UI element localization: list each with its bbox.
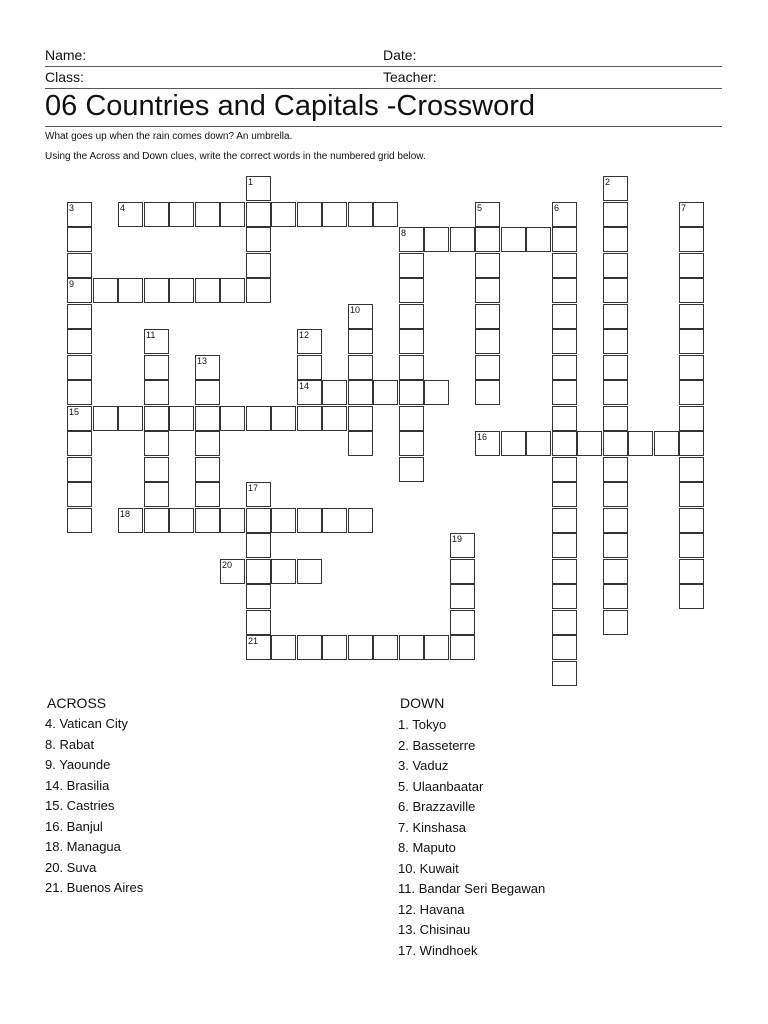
clue-number: 12 xyxy=(299,330,310,340)
grid-cell[interactable] xyxy=(475,355,500,380)
grid-cell[interactable] xyxy=(399,253,424,278)
grid-cell[interactable] xyxy=(552,610,577,635)
grid-cell[interactable] xyxy=(399,457,424,482)
grid-cell[interactable] xyxy=(526,431,551,456)
clue-number: 11 xyxy=(146,330,156,340)
grid-cell[interactable] xyxy=(322,635,347,660)
grid-cell[interactable] xyxy=(297,406,322,431)
grid-cell[interactable] xyxy=(603,482,628,507)
across-clue: 16. Banjul xyxy=(45,818,103,834)
grid-cell[interactable] xyxy=(118,508,143,533)
grid-cell[interactable] xyxy=(399,329,424,354)
grid-cell[interactable] xyxy=(348,355,373,380)
grid-cell[interactable] xyxy=(552,380,577,405)
down-heading: DOWN xyxy=(400,695,445,711)
down-clue: 2. Basseterre xyxy=(398,737,476,753)
clue-number: 8 xyxy=(401,228,407,238)
grid-cell[interactable] xyxy=(501,431,526,456)
grid-cell[interactable] xyxy=(67,406,92,431)
clue-number: 13 xyxy=(197,356,208,366)
grid-cell[interactable] xyxy=(348,304,373,329)
grid-cell[interactable] xyxy=(348,406,373,431)
grid-cell[interactable] xyxy=(348,508,373,533)
grid-cell[interactable] xyxy=(93,406,118,431)
clue-number: 3 xyxy=(69,203,75,213)
grid-cell[interactable] xyxy=(628,431,653,456)
grid-cell[interactable] xyxy=(195,406,220,431)
grid-cell[interactable] xyxy=(220,508,245,533)
grid-cell[interactable] xyxy=(603,227,628,252)
grid-cell[interactable] xyxy=(679,559,704,584)
grid-cell[interactable] xyxy=(67,227,92,252)
down-clue: 6. Brazzaville xyxy=(398,799,476,814)
grid-cell[interactable] xyxy=(144,482,169,507)
grid-cell[interactable] xyxy=(679,457,704,482)
grid-cell[interactable] xyxy=(603,355,628,380)
grid-cell[interactable] xyxy=(195,355,220,380)
grid-cell[interactable] xyxy=(169,508,194,533)
grid-cell[interactable] xyxy=(399,635,424,660)
grid-cell[interactable] xyxy=(603,329,628,354)
grid-cell[interactable] xyxy=(424,635,449,660)
grid-cell[interactable] xyxy=(552,227,577,252)
across-clue-list xyxy=(45,714,143,899)
grid-cell[interactable] xyxy=(220,278,245,303)
grid-cell[interactable] xyxy=(552,584,577,609)
instructions-text: Using the Across and Down clues, write the correct words in the numbered grid below. xyxy=(45,151,426,162)
grid-cell[interactable] xyxy=(271,406,296,431)
grid-cell[interactable] xyxy=(246,559,271,584)
grid-cell[interactable] xyxy=(475,278,500,303)
clue-number: 18 xyxy=(120,509,131,519)
grid-cell[interactable] xyxy=(552,355,577,380)
grid-cell[interactable] xyxy=(348,635,373,660)
grid-cell[interactable] xyxy=(552,329,577,354)
down-clue: 11. Bandar Seri Begawan xyxy=(398,881,546,896)
grid-cell[interactable] xyxy=(603,431,628,456)
grid-cell[interactable] xyxy=(552,482,577,507)
grid-cell[interactable] xyxy=(679,406,704,431)
grid-cell[interactable] xyxy=(679,508,704,533)
clue-number: 4 xyxy=(120,203,126,213)
teacher-label: Teacher: xyxy=(383,69,437,85)
grid-cell[interactable] xyxy=(246,584,271,609)
grid-cell[interactable] xyxy=(144,202,169,227)
across-clue: 20. Suva xyxy=(45,859,97,875)
clue-number: 7 xyxy=(681,203,687,213)
grid-cell[interactable] xyxy=(297,329,322,354)
grid-cell[interactable] xyxy=(93,278,118,303)
grid-cell[interactable] xyxy=(322,202,347,227)
grid-cell[interactable] xyxy=(67,304,92,329)
grid-cell[interactable] xyxy=(552,559,577,584)
grid-cell[interactable] xyxy=(322,508,347,533)
down-clue: 7. Kinshasa xyxy=(398,819,466,835)
grid-cell[interactable] xyxy=(475,431,500,456)
grid-cell[interactable] xyxy=(679,533,704,558)
grid-cell[interactable] xyxy=(552,202,577,227)
across-clue: 14. Brasilia xyxy=(45,777,110,793)
grid-cell[interactable] xyxy=(144,355,169,380)
across-clue: 15. Castries xyxy=(45,798,115,813)
grid-cell[interactable] xyxy=(322,406,347,431)
grid-cell[interactable] xyxy=(475,304,500,329)
grid-cell[interactable] xyxy=(195,457,220,482)
grid-cell[interactable] xyxy=(577,431,602,456)
grid-cell[interactable] xyxy=(220,559,245,584)
grid-cell[interactable] xyxy=(475,380,500,405)
grid-cell[interactable] xyxy=(118,406,143,431)
grid-cell[interactable] xyxy=(195,508,220,533)
grid-cell[interactable] xyxy=(144,508,169,533)
grid-cell[interactable] xyxy=(67,278,92,303)
grid-cell[interactable] xyxy=(552,661,577,686)
grid-cell[interactable] xyxy=(195,278,220,303)
grid-cell[interactable] xyxy=(552,304,577,329)
grid-cell[interactable] xyxy=(424,227,449,252)
grid-cell[interactable] xyxy=(679,202,704,227)
grid-cell[interactable] xyxy=(246,176,271,201)
clue-number: 20 xyxy=(222,560,233,570)
grid-cell[interactable] xyxy=(679,380,704,405)
grid-cell[interactable] xyxy=(67,355,92,380)
grid-cell[interactable] xyxy=(603,176,628,201)
grid-cell[interactable] xyxy=(424,380,449,405)
grid-cell[interactable] xyxy=(603,584,628,609)
grid-cell[interactable] xyxy=(373,635,398,660)
page-title: 06 Countries and Capitals -Crossword xyxy=(45,90,535,122)
grid-cell[interactable] xyxy=(450,610,475,635)
grid-cell[interactable] xyxy=(552,253,577,278)
grid-cell[interactable] xyxy=(552,406,577,431)
grid-cell[interactable] xyxy=(297,559,322,584)
grid-cell[interactable] xyxy=(271,508,296,533)
clue-number: 9 xyxy=(69,279,75,289)
grid-cell[interactable] xyxy=(679,329,704,354)
grid-cell[interactable] xyxy=(246,227,271,252)
grid-cell[interactable] xyxy=(67,202,92,227)
grid-cell[interactable] xyxy=(552,278,577,303)
class-label: Class: xyxy=(45,69,84,85)
across-clue: 4. Vatican City xyxy=(45,716,128,731)
grid-cell[interactable] xyxy=(373,202,398,227)
grid-cell[interactable] xyxy=(603,610,628,635)
date-label: Date: xyxy=(383,47,417,63)
down-clue: 13. Chisinau xyxy=(398,922,471,937)
clue-number: 1 xyxy=(248,177,254,187)
grid-cell[interactable] xyxy=(603,559,628,584)
grid-cell[interactable] xyxy=(118,278,143,303)
grid-cell[interactable] xyxy=(450,635,475,660)
clue-number: 21 xyxy=(248,636,259,646)
grid-cell[interactable] xyxy=(246,482,271,507)
grid-cell[interactable] xyxy=(144,278,169,303)
grid-cell[interactable] xyxy=(399,380,424,405)
grid-cell[interactable] xyxy=(195,380,220,405)
grid-cell[interactable] xyxy=(271,559,296,584)
name-label: Name: xyxy=(45,47,87,63)
clue-number: 14 xyxy=(299,381,310,391)
grid-cell[interactable] xyxy=(271,635,296,660)
across-clue: 21. Buenos Aires xyxy=(45,880,144,895)
grid-cell[interactable] xyxy=(220,202,245,227)
down-clue: 12. Havana xyxy=(398,901,465,917)
grid-cell[interactable] xyxy=(297,355,322,380)
grid-cell[interactable] xyxy=(322,380,347,405)
grid-cell[interactable] xyxy=(169,202,194,227)
grid-cell[interactable] xyxy=(246,508,271,533)
clue-number: 6 xyxy=(554,203,560,213)
grid-cell[interactable] xyxy=(220,406,245,431)
grid-cell[interactable] xyxy=(603,406,628,431)
grid-cell[interactable] xyxy=(67,431,92,456)
grid-cell[interactable] xyxy=(501,227,526,252)
grid-cell[interactable] xyxy=(603,304,628,329)
grid-cell[interactable] xyxy=(399,431,424,456)
clue-number: 2 xyxy=(605,177,611,187)
grid-cell[interactable] xyxy=(118,202,143,227)
down-clue: 17. Windhoek xyxy=(398,942,478,958)
grid-cell[interactable] xyxy=(603,508,628,533)
grid-cell[interactable] xyxy=(246,635,271,660)
clue-number: 19 xyxy=(452,534,463,544)
grid-cell[interactable] xyxy=(144,380,169,405)
grid-cell[interactable] xyxy=(552,457,577,482)
grid-cell[interactable] xyxy=(450,533,475,558)
grid-cell[interactable] xyxy=(169,278,194,303)
grid-cell[interactable] xyxy=(246,253,271,278)
grid-cell[interactable] xyxy=(144,406,169,431)
grid-cell[interactable] xyxy=(399,406,424,431)
riddle-text: What goes up when the rain comes down? An umbrella. xyxy=(45,131,293,142)
grid-cell[interactable] xyxy=(450,227,475,252)
grid-cell[interactable] xyxy=(450,559,475,584)
grid-cell[interactable] xyxy=(348,380,373,405)
across-clue: 18. Managua xyxy=(45,839,121,854)
grid-cell[interactable] xyxy=(603,202,628,227)
grid-cell[interactable] xyxy=(399,227,424,252)
grid-cell[interactable] xyxy=(475,329,500,354)
grid-cell[interactable] xyxy=(67,482,92,507)
clue-number: 10 xyxy=(350,305,361,315)
grid-cell[interactable] xyxy=(603,533,628,558)
grid-cell[interactable] xyxy=(246,406,271,431)
grid-cell[interactable] xyxy=(169,406,194,431)
grid-cell[interactable] xyxy=(144,329,169,354)
grid-cell[interactable] xyxy=(552,533,577,558)
grid-cell[interactable] xyxy=(679,482,704,507)
grid-cell[interactable] xyxy=(679,431,704,456)
grid-cell[interactable] xyxy=(679,253,704,278)
grid-cell[interactable] xyxy=(475,202,500,227)
grid-cell[interactable] xyxy=(475,253,500,278)
grid-cell[interactable] xyxy=(603,253,628,278)
grid-cell[interactable] xyxy=(297,380,322,405)
grid-cell[interactable] xyxy=(603,278,628,303)
grid-cell[interactable] xyxy=(144,457,169,482)
clue-number: 5 xyxy=(477,203,483,213)
grid-cell[interactable] xyxy=(552,431,577,456)
grid-cell[interactable] xyxy=(246,610,271,635)
grid-cell[interactable] xyxy=(195,202,220,227)
grid-cell[interactable] xyxy=(67,457,92,482)
grid-cell[interactable] xyxy=(679,584,704,609)
grid-cell[interactable] xyxy=(67,253,92,278)
grid-cell[interactable] xyxy=(399,278,424,303)
grid-cell[interactable] xyxy=(526,227,551,252)
grid-cell[interactable] xyxy=(679,355,704,380)
grid-cell[interactable] xyxy=(246,202,271,227)
down-clue: 5. Ulaanbaatar xyxy=(398,778,484,794)
grid-cell[interactable] xyxy=(297,635,322,660)
grid-cell[interactable] xyxy=(450,584,475,609)
grid-cell[interactable] xyxy=(399,355,424,380)
grid-cell[interactable] xyxy=(679,227,704,252)
grid-cell[interactable] xyxy=(603,457,628,482)
grid-cell[interactable] xyxy=(348,329,373,354)
grid-cell[interactable] xyxy=(67,329,92,354)
grid-cell[interactable] xyxy=(348,431,373,456)
clue-number: 15 xyxy=(69,407,80,417)
grid-cell[interactable] xyxy=(246,278,271,303)
grid-cell[interactable] xyxy=(271,202,296,227)
grid-cell[interactable] xyxy=(195,482,220,507)
grid-cell[interactable] xyxy=(297,202,322,227)
grid-cell[interactable] xyxy=(552,508,577,533)
grid-cell[interactable] xyxy=(475,227,500,252)
grid-cell[interactable] xyxy=(679,278,704,303)
grid-cell[interactable] xyxy=(679,304,704,329)
down-clue: 10. Kuwait xyxy=(398,860,459,876)
grid-cell[interactable] xyxy=(246,533,271,558)
grid-cell[interactable] xyxy=(144,431,169,456)
grid-cell[interactable] xyxy=(552,635,577,660)
down-clue-list xyxy=(398,715,545,961)
grid-cell[interactable] xyxy=(195,431,220,456)
grid-cell[interactable] xyxy=(654,431,679,456)
grid-cell[interactable] xyxy=(67,380,92,405)
down-clue: 1. Tokyo xyxy=(398,717,447,732)
clue-number: 17 xyxy=(248,483,259,493)
grid-cell[interactable] xyxy=(373,380,398,405)
grid-cell[interactable] xyxy=(603,380,628,405)
across-heading: ACROSS xyxy=(47,695,107,711)
grid-cell[interactable] xyxy=(348,202,373,227)
across-clue: 9. Yaounde xyxy=(45,757,111,772)
grid-cell[interactable] xyxy=(399,304,424,329)
grid-cell[interactable] xyxy=(297,508,322,533)
down-clue: 8. Maputo xyxy=(398,840,456,855)
grid-cell[interactable] xyxy=(67,508,92,533)
across-clue: 8. Rabat xyxy=(45,736,95,752)
clue-number: 16 xyxy=(477,432,488,442)
down-clue: 3. Vaduz xyxy=(398,758,449,773)
